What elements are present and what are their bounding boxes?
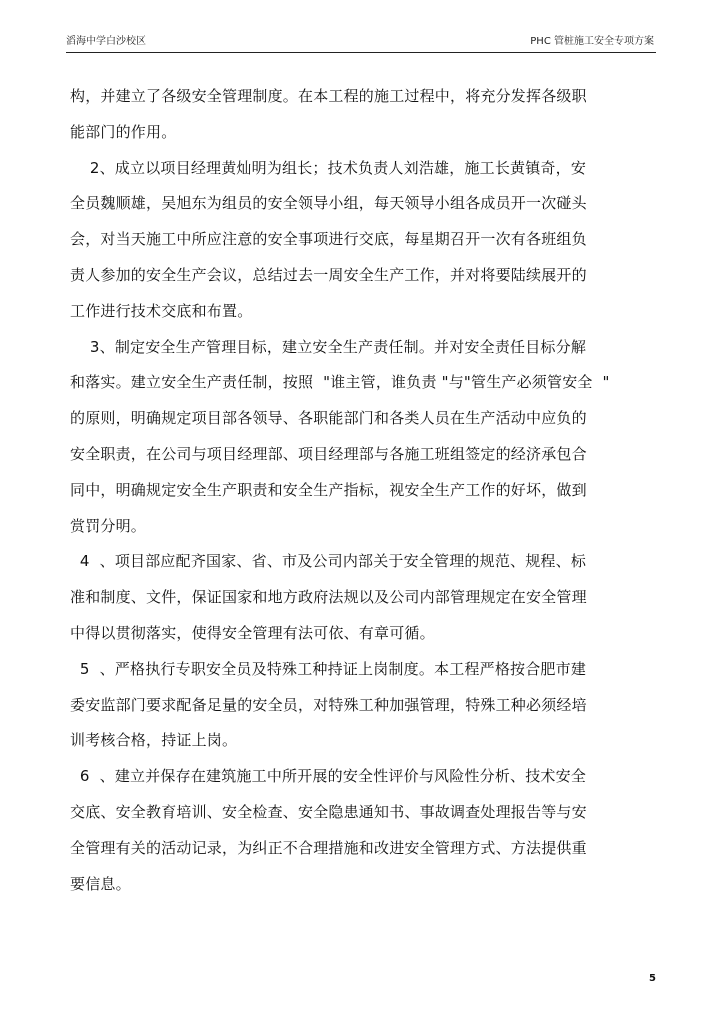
- body-line: 能部门的作用。: [70, 122, 177, 141]
- body-line: 责人参加的安全生产会议，总结过去一周安全生产工作，并对将要陆续展开的: [70, 265, 587, 284]
- header-document-title: PHC 管桩施工安全专项方案: [530, 36, 654, 47]
- body-line: 构，并建立了各级安全管理制度。在本工程的施工过程中，将充分发挥各级职: [70, 87, 587, 105]
- body-line: 准和制度、文件，保证国家和地方政府法规以及公司内部管理规定在安全管理: [70, 588, 587, 607]
- body-line: 安全职责，在公司与项目经理部、项目经理部与各施工班组签定的经济承包合: [70, 444, 587, 463]
- page-header: [66, 36, 656, 53]
- body-line: 同中，明确规定安全生产职责和安全生产指标，视安全生产工作的好坏，做到: [70, 480, 587, 499]
- body-line: 2、成立以项目经理黄灿明为组长；技术负责人刘浩雄，施工长黄镇奇，安: [70, 158, 587, 177]
- body-line: 要信息。: [70, 874, 131, 893]
- body-line: 交底、安全教育培训、安全检查、安全隐患通知书、事故调查处理报告等与安: [70, 802, 587, 821]
- document-body: [70, 89, 630, 912]
- header-school-name: 滔海中学白沙校区: [66, 36, 146, 47]
- page-number: 5: [649, 973, 656, 984]
- body-line: 全员魏顺雄，吴旭东为组员的安全领导小组，每天领导小组各成员开一次碰头: [70, 194, 587, 213]
- body-line: 的原则，明确规定项目部各领导、各职能部门和各类人员在生产活动中应负的: [70, 409, 587, 428]
- body-line: 全管理有关的活动记录，为纠正不合理措施和改进安全管理方式、方法提供重: [70, 838, 587, 857]
- body-line: 赏罚分明。: [70, 516, 147, 535]
- body-line: 训考核合格，持证上岗。: [70, 731, 238, 750]
- body-line: 5 、严格执行专职安全员及特殊工种持证上岗制度。本工程严格按合肥市建: [70, 659, 587, 678]
- body-line: 和落实。建立安全生产责任制，按照 "谁主管，谁负责 "与"管生产必须管安全 ": [70, 373, 610, 392]
- body-line: 工作进行技术交底和布置。: [70, 301, 253, 320]
- body-line: 6 、建立并保存在建筑施工中所开展的安全性评价与风险性分析、技术安全: [70, 767, 587, 786]
- body-line: 中得以贯彻落实，使得安全管理有法可依、有章可循。: [70, 623, 435, 642]
- body-line: 会，对当天施工中所应注意的安全事项进行交底，每星期召开一次有各班组负: [70, 230, 587, 249]
- body-line: 4 、项目部应配齐国家、省、市及公司内部关于安全管理的规范、规程、标: [70, 552, 587, 571]
- body-line: 3、制定安全生产管理目标，建立安全生产责任制。并对安全责任目标分解: [70, 337, 587, 356]
- body-line: 委安监部门要求配备足量的安全员，对特殊工种加强管理，特殊工种必须经培: [70, 695, 587, 714]
